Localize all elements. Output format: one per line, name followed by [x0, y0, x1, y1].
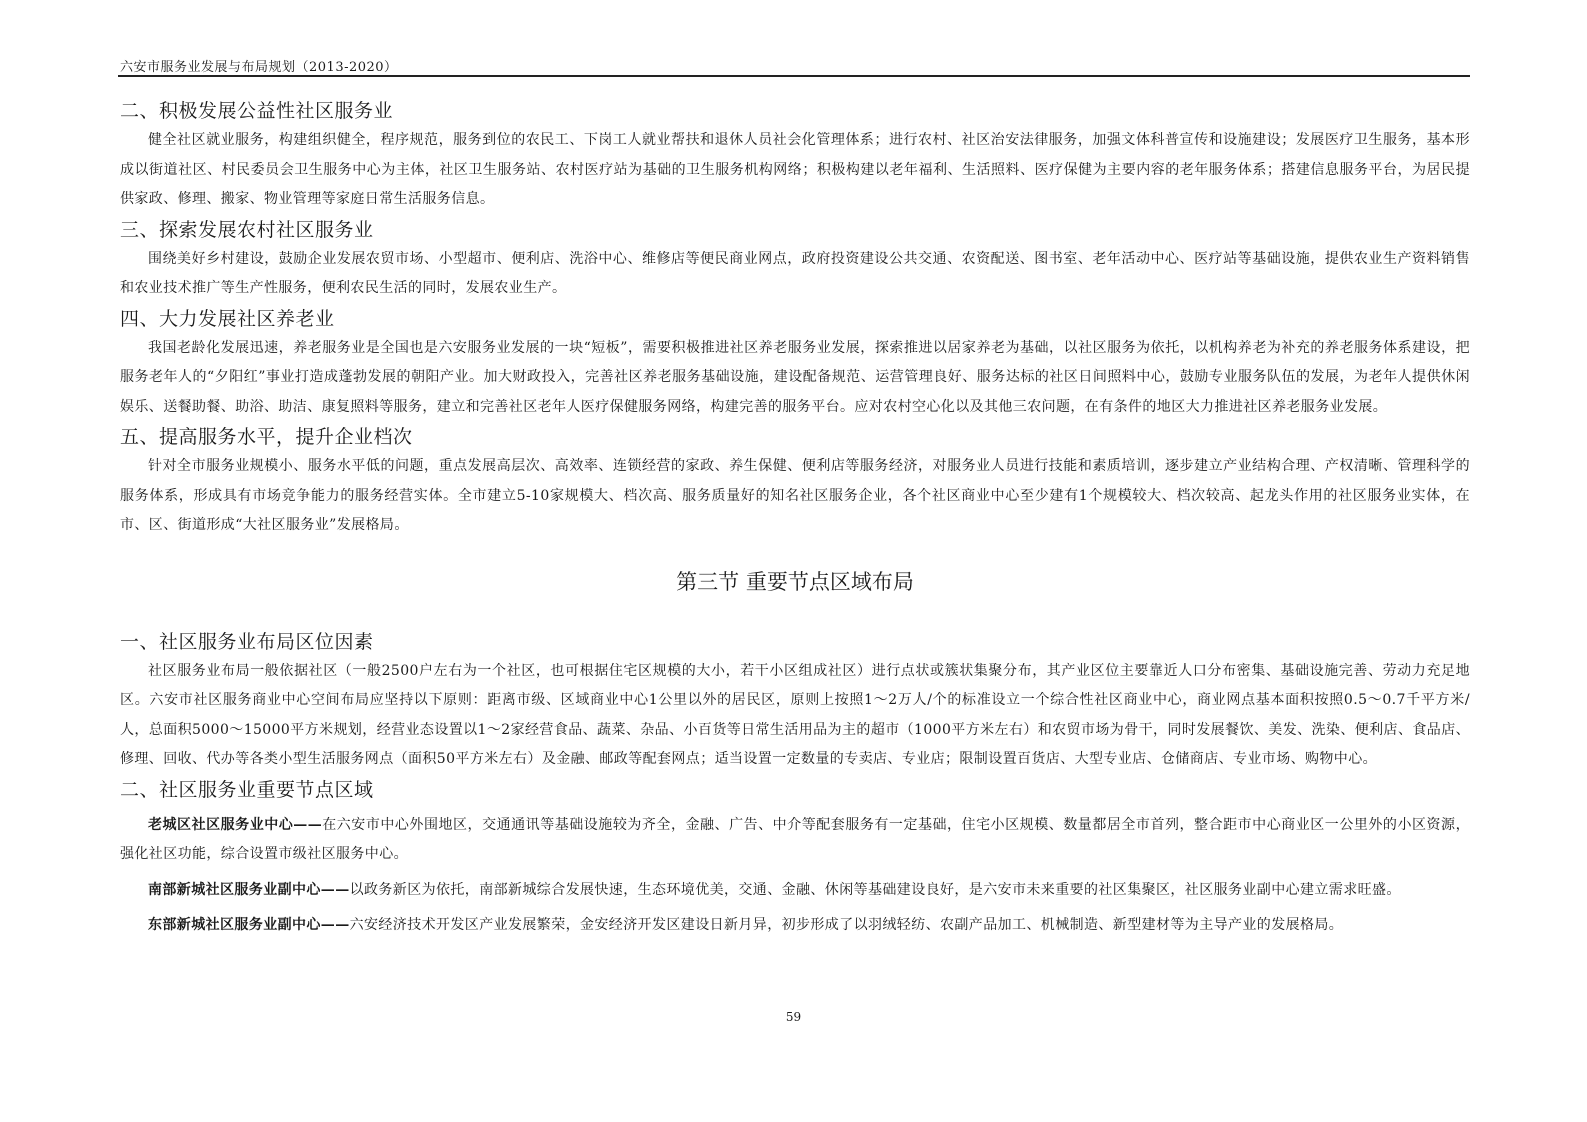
heading-service-level: 五、提高服务水平，提升企业档次 — [120, 426, 413, 448]
section-title: 第三节 重要节点区域布局 — [676, 569, 914, 594]
page-content — [120, 96, 1470, 941]
text-east-new-city: 六安经济技术开发区产业发展繁荣，金安经济开发区建设日新月异，初步形成了以羽绒轻纺、农副产品加工、机械制造、新型建材等为主导产业的发展格局。 — [349, 917, 1344, 933]
paragraph-rural-community-services: 围绕美好乡村建设，鼓励企业发展农贸市场、小型超市、便利店、洗浴中心、维修店等便民商业网点，政府投资建设公共交通、农资配送、图书室、老年活动中心、医疗站等基础设施，提供农业生产资料销售和农业技术推广等生产性服务，便利农民生活的同时，发展农业生产。 — [120, 250, 1470, 296]
paragraph-elderly-care: 我国老龄化发展迅速，养老服务业是全国也是六安服务业发展的一块“短板”，需要积极推进社区养老服务业发展，探索推进以居家养老为基础，以社区服务为依托，以机构养老为补充的养老服务体系建设，把服务老年人的“夕阳红”事业打造成蓬勃发展的朝阳产业。加大财政投入，完善社区养老服务基础设施，建设配备规范、运营管理良好、服务达标的社区日间照料中心，鼓励专业服务队伍的发展，为老年人提供休闲娱乐、送餐助餐、助浴、助洁、康复照料等服务，建立和完善社区老年人医疗保健服务网络，构建完善的服务平台。应对农村空心化以及其他三农问题，在有条件的地区大力推进社区养老服务业发展。 — [120, 339, 1470, 415]
heading-key-node-areas: 二、社区服务业重要节点区域 — [120, 778, 374, 801]
paragraph-east-new-city — [120, 911, 1470, 941]
lead-south-new-city: 南部新城社区服务业副中心—— — [148, 881, 350, 898]
header-rule — [118, 75, 1470, 77]
lead-old-city-center: 老城区社区服务业中心—— — [148, 816, 323, 833]
paragraph-south-new-city — [120, 876, 1470, 906]
lead-east-new-city: 东部新城社区服务业副中心—— — [148, 917, 350, 933]
running-header: 六安市服务业发展与布局规划（2013-2020） — [120, 60, 398, 75]
paragraph-public-welfare-services: 健全社区就业服务，构建组织健全，程序规范，服务到位的农民工、下岗工人就业帮扶和退休人员社会化管理体系；进行农村、社区治安法律服务，加强文体科普宣传和设施建设；发展医疗卫生服务，基本形成以街道社区、村民委员会卫生服务中心为主体，社区卫生服务站、农村医疗站为基础的卫生服务机构网络；积极构建以老年福利、生活照料、医疗保健为主要内容的老年服务体系；搭建信息服务平台，为居民提供家政、修理、搬家、物业管理等家庭日常生活服务信息。 — [120, 132, 1470, 207]
heading-public-welfare-services: 二、积极发展公益性社区服务业 — [120, 100, 394, 122]
text-old-city-center: 在六安市中心外围地区，交通通讯等基础设施较为齐全，金融、广告、中介等配套服务有一定基础，住宅小区规模、数量都居全市首列，整合距市中心商业区一公里外的小区资源，强化社区功能，综合设置市级社区服务中心。 — [120, 816, 1470, 862]
heading-location-factors: 一、社区服务业布局区位因素 — [120, 630, 374, 653]
paragraph-location-factors: 社区服务业布局一般依据社区（一般2500户左右为一个社区，也可根据住宅区规模的大小，若干小区组成社区）进行点状或簇状集聚分布，其产业区位主要靠近人口分布密集、基础设施完善、劳动力充足地区。六安市社区服务商业中心空间布局应坚持以下原则：距离市级、区域商业中心1公里以外的居民区，原则上按照1～2万人/个的标准设立一个综合性社区商业中心，商业网点基本面积按照0.5～0.7千平方米/人，总面积5000～15000平方米规划，经营业态设置以1～2家经营食品、蔬菜、杂品、小百货等日常生活用品为主的超市（1000平方米左右）和农贸市场为骨干，同时发展餐饮、美发、洗染、便利店、食品店、修理、回收、代办等各类小型生活服务网点（面积50平方米左右）及金融、邮政等配套网点；适当设置一定数量的专卖店、专业店；限制设置百货店、大型专业店、仓储商店、专业市场、购物中心。 — [120, 662, 1470, 767]
page-number: 59 — [785, 1010, 802, 1024]
heading-elderly-care: 四、大力发展社区养老业 — [120, 307, 335, 330]
heading-rural-community-services: 三、探索发展农村社区服务业 — [120, 218, 374, 241]
paragraph-service-level: 针对全市服务业规模小、服务水平低的问题，重点发展高层次、高效率、连锁经营的家政、养生保健、便利店等服务经济，对服务业人员进行技能和素质培训，逐步建立产业结构合理、产权清晰、管理科学的服务体系，形成具有市场竞争能力的服务经营实体。全市建立5-10家规模大、档次高、服务质量好的知名社区服务企业，各个社区商业中心至少建有1个规模较大、档次较高、起龙头作用的社区服务业实体，在市、区、街道形成“大社区服务业”发展格局。 — [120, 458, 1470, 533]
paragraph-old-city-center — [120, 811, 1470, 870]
text-south-new-city: 以政务新区为依托，南部新城综合发展快速，生态环境优美，交通、金融、休闲等基础建设良好，是六安市未来重要的社区集聚区，社区服务业副中心建立需求旺盛。 — [349, 881, 1401, 898]
